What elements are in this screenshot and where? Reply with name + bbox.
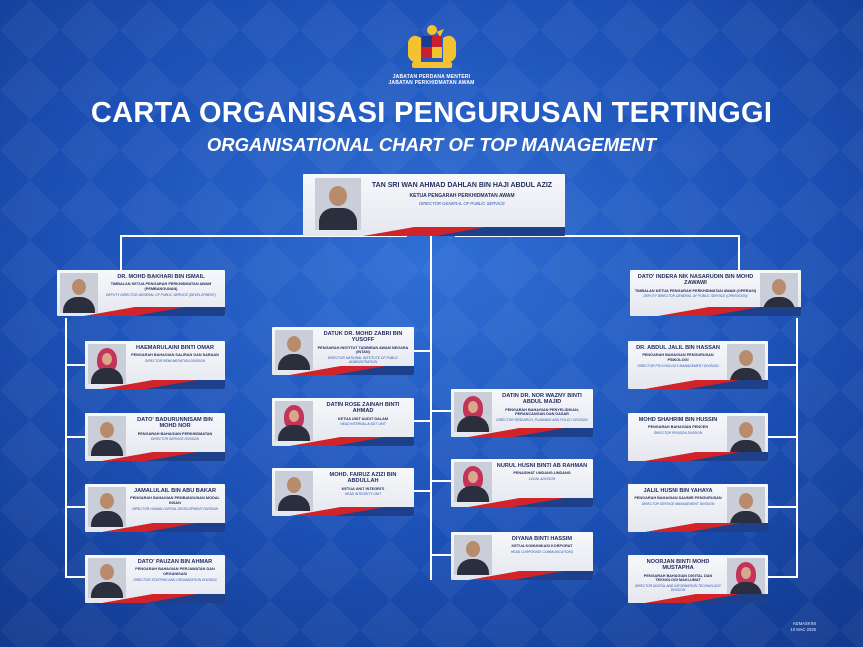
org-card-left-1 <box>85 341 225 389</box>
position-title-en: DIRECTOR NATIONAL INSTITUTE OF PUBLIC ADMINISTRATION <box>327 356 399 364</box>
portrait-photo <box>760 273 798 313</box>
agency-name-line1: JABATAN PERDANA MENTERI <box>392 74 471 80</box>
position-title: PENASIHAT UNDANG-UNDANG <box>513 471 571 476</box>
position-title-en: DIRECTOR PENSION DIVISION <box>653 431 703 435</box>
org-card-deputy-operation <box>630 270 801 316</box>
portrait-photo <box>727 487 765 527</box>
page-subtitle: ORGANISATIONAL CHART OF TOP MANAGEMENT <box>206 134 657 155</box>
position-title-en: DIRECTOR REMUNERATION DIVISION <box>145 359 205 363</box>
org-card-center-right-3 <box>451 532 593 580</box>
coat-of-arms-logo <box>402 22 462 74</box>
position-title-en: DIRECTOR RESEARCH, PLANNING AND POLICY DIVISION <box>496 418 588 422</box>
person-name: NURUL HUSNI BINTI AB RAHMAN <box>496 463 588 469</box>
org-card-right-1 <box>628 341 768 389</box>
person-name: DR. MOHD BAKHARI BIN ISMAIL <box>117 274 205 280</box>
position-title: PENGARAH BAHAGIAN PERKHIDMATAN <box>137 431 213 436</box>
portrait-photo <box>88 558 126 598</box>
position-title: TIMBALAN KETUA PENGARAH PERKHIDMATAN AWAM (OPERASI) <box>634 288 757 293</box>
person-name: NOORJAN BINTI MOHD MUSTAPHA <box>646 559 710 572</box>
portrait-photo <box>727 344 765 384</box>
portrait-photo <box>275 471 313 511</box>
person-name: DATO' INDERA NIK NASARUDIN BIN MOHD ZAWAWI <box>637 274 754 287</box>
portrait-photo <box>727 558 765 598</box>
position-title: PENGARAH INSTITUT TADBIRAN AWAM NEGARA (INTAN) <box>317 345 409 355</box>
person-name: DATIN DR. NOR WAZNY BINTI ABDUL MAJID <box>502 393 582 406</box>
position-title-en: DIRECTOR SERVICE DIVISION <box>151 437 199 442</box>
position-title: PENGARAH BAHAGIAN DIGITAL DAN TEKNOLOGI MAKLUMAT <box>643 573 713 583</box>
person-name: DR. ABDUL JALIL BIN HASSAN <box>636 345 720 351</box>
org-card-center-right-2 <box>451 459 593 507</box>
person-name: JAMALULAIL BIN ABU BAKAR <box>133 488 217 494</box>
position-title: PENGARAH BAHAGIAN PENGURUSAN PSIKOLOGI <box>642 353 714 362</box>
org-card-left-4 <box>85 555 225 603</box>
position-title: PENGARAH BAHAGIAN PENCEN <box>647 425 709 430</box>
portrait-photo <box>275 330 313 370</box>
org-card-deputy-development <box>57 270 225 316</box>
position-title-en: DIRECTOR SERVICE MANAGEMENT DIVISION <box>641 502 715 506</box>
portrait-photo <box>454 462 492 502</box>
portrait-photo <box>60 273 98 313</box>
person-name: MOHD. FAIRUZ AZIZI BIN ABDULLAH <box>329 472 397 485</box>
portrait-photo <box>88 487 126 527</box>
page-title: CARTA ORGANISASI PENGURUSAN TERTINGGI <box>90 97 773 129</box>
position-title: PENGARAH BAHAGIAN SAUMIR PENGURUSAN <box>634 496 722 501</box>
person-name: DATO' BADURUNNISAM BIN MOHD NOR <box>137 417 213 430</box>
position-title-en: HEAD INTERNAL AUDIT UNIT <box>340 422 386 427</box>
portrait-photo <box>727 416 765 456</box>
person-name: DIYANA BINTI HASSIM <box>511 536 573 542</box>
org-card-center-left-2 <box>272 398 414 446</box>
position-title: PENGARAH BAHAGIAN PERJAWATAN DAN ORGANISASI <box>135 567 215 576</box>
person-name: DATIN ROSE ZAINAH BINTI AHMAD <box>326 402 400 415</box>
org-card-center-left-3 <box>272 468 414 516</box>
portrait-photo <box>454 392 492 432</box>
position-title: KETUA KOMUNIKASI KORPORAT <box>511 544 573 549</box>
position-title-en: DIRECTOR-GENERAL OF PUBLIC SERVICE <box>419 201 505 206</box>
position-title: PENGARAH BAHAGIAN PENYELIDIKAN, PERANCANGAN DAN DASAR <box>505 407 579 417</box>
position-title-en: HEAD CORPORATE COMMUNICATIONS <box>510 550 574 554</box>
position-title: KETUA UNIT INTEGRITI <box>341 486 385 491</box>
position-title-en: DIRECTOR DIGITAL AND INFORMATION TECHNOLOGY DIVISION <box>634 584 722 592</box>
position-title: PENGARAH BAHAGIAN SALIRAN DAN SARAAN <box>131 353 219 358</box>
portrait-photo <box>454 535 492 575</box>
agency-name-line2: JABATAN PERKHIDMATAN AWAM <box>388 80 475 86</box>
person-name: DATUK DR. MOHD ZABRI BIN YUSOFF <box>323 331 403 344</box>
position-title-en: DIRECTOR STAFFING AND ORGANIZATION DIVISION <box>133 577 217 582</box>
position-title-en: HEAD INTEGRITY UNIT <box>344 492 382 497</box>
updated-date: 10 MAC 2025 <box>790 627 816 632</box>
org-card-right-4 <box>628 555 768 603</box>
position-title-en: DIRECTOR HUMAN CAPITAL DEVELOPMENT DIVISION <box>132 506 218 511</box>
org-card-director-general <box>303 174 565 236</box>
org-card-center-right-1 <box>451 389 593 437</box>
org-card-right-3 <box>628 484 768 532</box>
position-title: KETUA PENGARAH PERKHIDMATAN AWAM <box>409 193 515 199</box>
person-name: HAEMARULAINI BINTI OMAR <box>136 345 214 351</box>
portrait-photo <box>315 178 361 230</box>
position-title: TIMBALAN KETUA PENGARAH PERKHIDMATAN AWAM (PEMBANGUNAN) <box>110 282 212 291</box>
portrait-photo <box>88 344 126 384</box>
position-title-en: DEPUTY DIRECTOR-GENERAL OF PUBLIC SERVICE (OPERATION) <box>643 294 748 299</box>
position-title-en: LEGAL ADVISOR <box>528 477 556 481</box>
org-card-left-2 <box>85 413 225 461</box>
updated-label: KEMASKINI <box>793 621 816 626</box>
position-title-en: DEPUTY DIRECTOR-GENERAL OF PUBLIC SERVICE (DEVELOPMENT) <box>106 292 216 297</box>
position-title: PENGARAH BAHAGIAN PEMBANGUNAN MODAL INSAN <box>130 496 220 505</box>
position-title-en: DIRECTOR PSYCHOLOGY MANAGEMENT DIVISION <box>637 363 719 368</box>
org-card-left-3 <box>85 484 225 532</box>
position-title: KETUA UNIT AUDIT DALAM <box>337 416 389 421</box>
portrait-photo <box>88 416 126 456</box>
person-name: DATO' PAUZAN BIN AHMAR <box>137 559 213 565</box>
org-card-center-left-1 <box>272 327 414 375</box>
portrait-photo <box>275 401 313 441</box>
org-card-right-2 <box>628 413 768 461</box>
person-name: MOHD SHAHRIM BIN HUSSIN <box>638 417 718 423</box>
person-name: JALIL HUSNI BIN YAHAYA <box>643 488 713 494</box>
person-name: TAN SRI WAN AHMAD DAHLAN BIN HAJI ABDUL AZIZ <box>371 182 553 189</box>
